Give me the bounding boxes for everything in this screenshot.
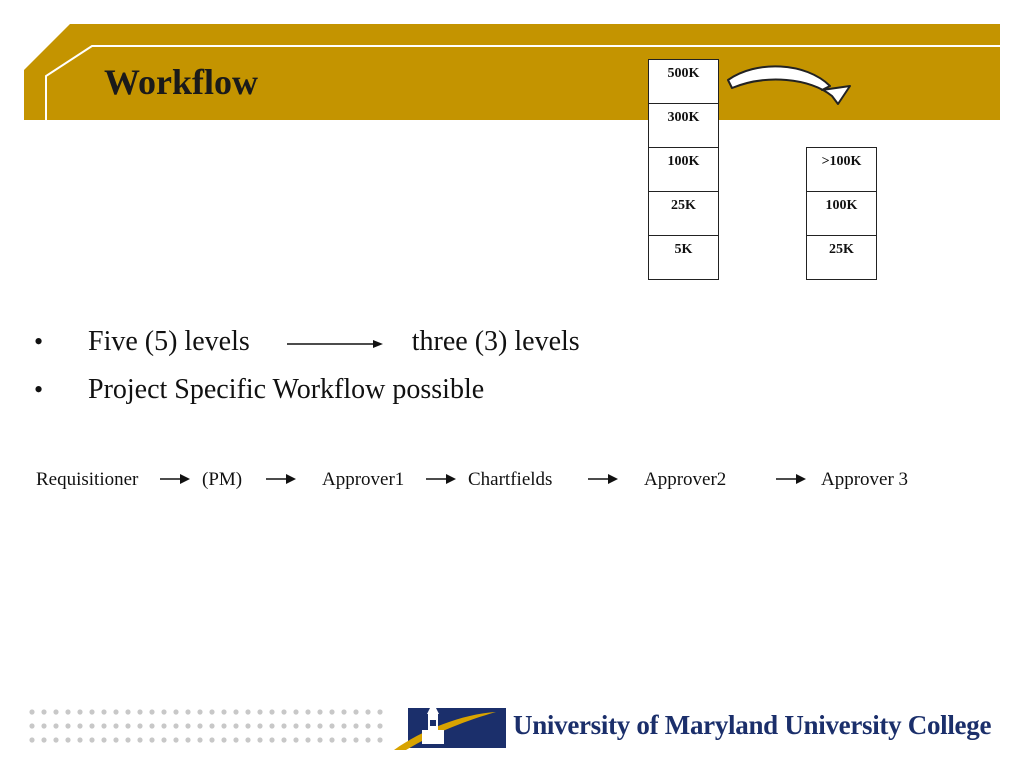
dot bbox=[89, 723, 94, 728]
dot bbox=[317, 737, 322, 742]
dot bbox=[305, 723, 310, 728]
five-level-table bbox=[648, 59, 719, 280]
dot bbox=[197, 737, 202, 742]
dot bbox=[173, 709, 178, 714]
dot bbox=[137, 723, 142, 728]
dot bbox=[125, 737, 130, 742]
dot bbox=[257, 723, 262, 728]
dot bbox=[269, 737, 274, 742]
dot bbox=[341, 709, 346, 714]
dot bbox=[113, 723, 118, 728]
dot bbox=[281, 723, 286, 728]
level-cell: 300K bbox=[649, 104, 719, 148]
dot bbox=[29, 723, 34, 728]
dot bbox=[353, 737, 358, 742]
slide-title: Workflow bbox=[104, 62, 259, 102]
flow-step: Approver2 bbox=[644, 469, 727, 490]
dot bbox=[353, 709, 358, 714]
dot bbox=[281, 709, 286, 714]
dot bbox=[281, 737, 286, 742]
dot bbox=[365, 723, 370, 728]
dot bbox=[41, 737, 46, 742]
dot bbox=[137, 709, 142, 714]
dot bbox=[293, 723, 298, 728]
curved-arrow-icon bbox=[726, 64, 856, 106]
bullet-item bbox=[34, 322, 580, 370]
dot bbox=[209, 709, 214, 714]
dot bbox=[101, 709, 106, 714]
dot bbox=[209, 737, 214, 742]
dot bbox=[293, 709, 298, 714]
footer bbox=[0, 690, 1024, 768]
bullet-list bbox=[34, 322, 580, 418]
dot bbox=[77, 709, 82, 714]
dot bbox=[377, 737, 382, 742]
level-cell: >100K bbox=[807, 148, 877, 192]
dot bbox=[29, 737, 34, 742]
dot bbox=[305, 709, 310, 714]
flow-step: Approver1 bbox=[322, 469, 405, 490]
dot bbox=[365, 709, 370, 714]
dot bbox=[257, 709, 262, 714]
dot bbox=[245, 709, 250, 714]
dot bbox=[329, 709, 334, 714]
flow-step: Requisitioner bbox=[36, 469, 139, 490]
level-cell: 100K bbox=[649, 148, 719, 192]
bullet-text-after: three (3) levels bbox=[411, 326, 580, 357]
dot bbox=[101, 723, 106, 728]
dot bbox=[233, 737, 238, 742]
dot bbox=[233, 723, 238, 728]
dot bbox=[185, 723, 190, 728]
dot bbox=[185, 709, 190, 714]
dot bbox=[173, 737, 178, 742]
dot bbox=[377, 723, 382, 728]
dot bbox=[305, 737, 310, 742]
organization-name: University of Maryland University College bbox=[513, 710, 992, 740]
dot bbox=[317, 723, 322, 728]
dot bbox=[365, 737, 370, 742]
dot bbox=[377, 709, 382, 714]
dot bbox=[65, 723, 70, 728]
dot bbox=[245, 723, 250, 728]
flow-step: Approver 3 bbox=[821, 469, 909, 490]
dot bbox=[113, 709, 118, 714]
dot bbox=[221, 723, 226, 728]
dot bbox=[149, 737, 154, 742]
dot bbox=[89, 709, 94, 714]
level-cell: 25K bbox=[649, 192, 719, 236]
dot bbox=[53, 709, 58, 714]
three-level-table bbox=[806, 147, 877, 280]
bullet-text: Project Specific Workflow possible bbox=[88, 374, 485, 405]
dot bbox=[161, 709, 166, 714]
dot bbox=[77, 737, 82, 742]
dot bbox=[173, 723, 178, 728]
dot bbox=[341, 723, 346, 728]
flow-step: Chartfields bbox=[468, 469, 553, 490]
dot bbox=[197, 709, 202, 714]
dot bbox=[53, 737, 58, 742]
dot bbox=[41, 709, 46, 714]
dot bbox=[221, 709, 226, 714]
dot bbox=[29, 709, 34, 714]
dot bbox=[65, 737, 70, 742]
dot bbox=[257, 737, 262, 742]
level-cell: 5K bbox=[649, 236, 719, 280]
dot bbox=[161, 723, 166, 728]
dot-pattern bbox=[28, 706, 388, 748]
workflow-sequence bbox=[36, 469, 1016, 493]
right-arrow-icon bbox=[426, 473, 456, 485]
dot bbox=[125, 723, 130, 728]
dot bbox=[149, 723, 154, 728]
dot bbox=[209, 723, 214, 728]
dot bbox=[245, 737, 250, 742]
dot bbox=[149, 709, 154, 714]
right-arrow-icon bbox=[588, 473, 618, 485]
dot bbox=[317, 709, 322, 714]
right-arrow-icon bbox=[287, 337, 383, 351]
dot bbox=[113, 737, 118, 742]
dot bbox=[353, 723, 358, 728]
dot bbox=[53, 723, 58, 728]
dot bbox=[101, 737, 106, 742]
dot bbox=[41, 723, 46, 728]
level-cell: 25K bbox=[807, 236, 877, 280]
dot bbox=[125, 709, 130, 714]
right-arrow-icon bbox=[160, 473, 190, 485]
dot bbox=[137, 737, 142, 742]
tower-seal-icon bbox=[392, 694, 508, 752]
level-cell: 500K bbox=[649, 60, 719, 104]
dot bbox=[269, 723, 274, 728]
right-arrow-icon bbox=[776, 473, 806, 485]
dot bbox=[197, 723, 202, 728]
dot bbox=[341, 737, 346, 742]
dot bbox=[329, 737, 334, 742]
dot bbox=[65, 709, 70, 714]
dot bbox=[89, 737, 94, 742]
level-cell: 100K bbox=[807, 192, 877, 236]
dot bbox=[233, 709, 238, 714]
bullet-text-before: Five (5) levels bbox=[88, 326, 250, 357]
dot bbox=[161, 737, 166, 742]
dot bbox=[293, 737, 298, 742]
dot bbox=[185, 737, 190, 742]
dot bbox=[269, 709, 274, 714]
dot bbox=[221, 737, 226, 742]
flow-step: (PM) bbox=[202, 469, 243, 490]
dot bbox=[77, 723, 82, 728]
bullet-item bbox=[34, 370, 580, 418]
dot bbox=[329, 723, 334, 728]
right-arrow-icon bbox=[266, 473, 296, 485]
